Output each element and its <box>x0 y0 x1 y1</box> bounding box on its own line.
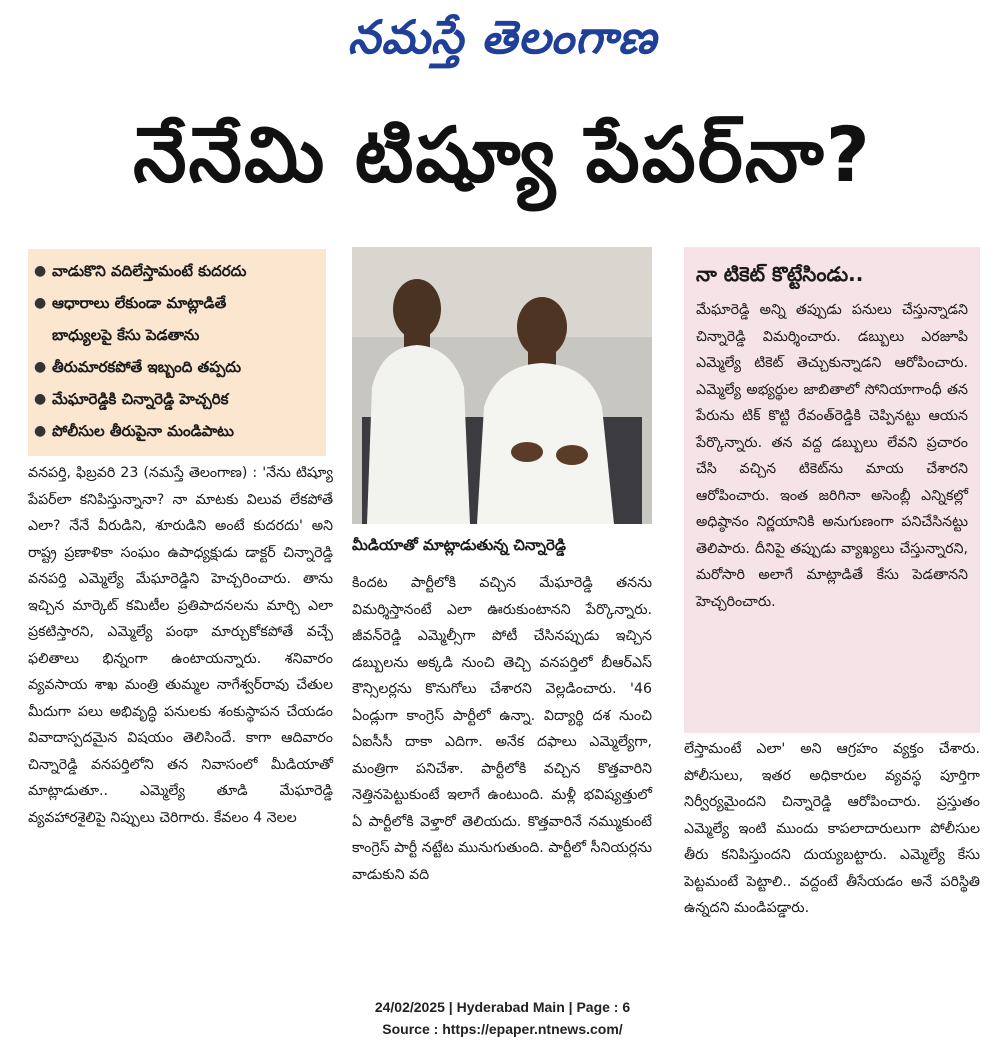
highlight-text: మేఘారెడ్డికి చిన్నారెడ్డి హెచ్చరిక <box>52 390 229 408</box>
highlight-item <box>34 255 322 287</box>
sidebar-box <box>684 247 980 733</box>
bullet-icon: ● <box>34 359 47 375</box>
article-column-2: కిందట పార్టీలోకి వచ్చిన మేఘారెడ్డి తనను విమర్శిస్తానంటే ఎలా ఊరుకుంటానని పేర్కొన్నారు. జీవన్‌రెడ్డి ఎమ్మెల్సీగా పోటీ చేసినప్పుడు ఇచ్చిన డబ్బులను అక్కడి నుంచి తెచ్చి వనపర్తిలో బీఆర్‌ఎస్ కౌన్సిలర్లను కొనుగోలు చేశారని వెల్లడించారు. '46 ఏండ్లుగా కాంగ్రెస్ పార్టీలో ఉన్నా. విద్యార్థి దశ నుంచి ఏఐసీసీ దాకా ఎదిగా. అనేక దఫాలు ఎమ్మెల్యేగా, మంత్రిగా పనిచేశా. పార్టీలోకి వచ్చిన కొత్తవారిని నెత్తినపెట్టుకుంటే ఇలాగే ఉంటుంది. మళ్లీ భవిష్యత్తులో ఏ పార్టీలోకి వెళ్తారో తెలియదు. కొత్తవారినే నమ్ముకుంటే కాంగ్రెస్ పార్టీ నట్టేట మునుగుతుంది. పార్టీలో సీనియర్లను వాడుకుని వది <box>352 575 652 883</box>
highlights-box <box>28 249 326 456</box>
highlight-text: బాధ్యులపై కేసు పెడతాను <box>52 326 200 344</box>
footer-source: Source : https://epaper.ntnews.com/ <box>382 1021 623 1037</box>
highlight-text: తీరుమారకపోతే ఇబ్బంది తప్పదు <box>52 358 242 376</box>
highlight-item-continued <box>34 319 322 351</box>
photo-caption: మీడియాతో మాట్లాడుతున్న చిన్నారెడ్డి <box>352 536 566 554</box>
footer-date-edition: 24/02/2025 | Hyderabad Main | Page : 6 <box>374 999 631 1015</box>
masthead <box>0 6 1005 68</box>
highlight-text: పోలీసుల తీరుపైనా మండిపాటు <box>52 422 234 440</box>
footer <box>0 996 1005 1040</box>
newspaper-title: నమస్తే తెలంగాణ <box>347 10 658 64</box>
bullet-icon: ● <box>34 391 47 407</box>
highlight-text: వాడుకొని వదిలేస్తామంటే కుదరదు <box>52 262 247 280</box>
article-column-3: లేస్తామంటే ఎలా' అని ఆగ్రహం వ్యక్తం చేశారు. పోలీసులు, ఇతర అధికారుల వ్యవస్థ పూర్తిగా నిర్వీర్యమైందని చిన్నారెడ్డి ఆరోపించారు. ప్రస్తుతం ఎమ్మెల్యే ఇంటి ముందు కాపలాదారులుగా పోలీసుల తీరు కనిపిస్తుందని దుయ్యబట్టారు. ఎమ్మెల్యే కేసు పెట్టమంటే పెట్టాలి.. వద్దంటే తీసేయడం అనే పరిస్థితి ఉన్నదని మండిపడ్డారు. <box>684 741 980 916</box>
highlight-item <box>34 415 322 447</box>
bullet-icon: ● <box>34 263 47 279</box>
sidebar-title: నా టికెట్ కొట్టేసిండు.. <box>696 262 864 286</box>
news-photo <box>352 247 652 524</box>
highlight-item <box>34 383 322 415</box>
photo-illustration <box>352 247 652 524</box>
highlight-text: ఆధారాలు లేకుండా మాట్లాడితే <box>52 294 227 312</box>
headline: నేనేమి టిష్యూ పేపర్‌నా? <box>133 110 872 199</box>
highlight-item <box>34 351 322 383</box>
sidebar-body: మేఘారెడ్డి అన్ని తప్పుడు పనులు చేస్తున్నాడని చిన్నారెడ్డి విమర్శించారు. డబ్బులు ఎరజూపి ఎమ్మెల్యే టికెట్ తెచ్చుకున్నాడని ఆరోపించారు. ఎమ్మెల్యే అభ్యర్థుల జాబితాలో సోనియాగాంధీ తన పేరును టిక్ కొట్టి రేవంత్‌రెడ్డికి చెప్పినట్టు ఆయన పేర్కొన్నారు. తన వద్ద డబ్బులు లేవని ప్రచారం చేసి వచ్చిన టికెట్‌ను మాయ చేశారని ఆరోపించారు. ఇంత జరిగినా అసెంబ్లీ ఎన్నికల్లో అధిష్ఠానం నిర్ణయానికి అనుగుణంగా పనిచేసినట్టు తెలిపారు. దీనిపై తప్పుడు వ్యాఖ్యలు చేస్తున్నారని, మరోసారి అలాగే మాట్లాడితే కేసు పెడతానని హెచ్చరించారు. <box>696 302 968 610</box>
bullet-icon: ● <box>34 295 47 311</box>
highlight-item <box>34 287 322 319</box>
article-column-1: వనపర్తి, ఫిబ్రవరి 23 (నమస్తే తెలంగాణ) : 'నేను టిష్యూ పేపర్‌లా కనిపిస్తున్నానా? నా మాటకు విలువ లేకపోతే ఎలా? నేనే వీరుడిని, శూరుడిని అంటే కుదరదు' అని రాష్ట్ర ప్రణాళికా సంఘం ఉపాధ్యక్షుడు డాక్టర్ చిన్నారెడ్డి వనపర్తి ఎమ్మెల్యే మేఘారెడ్డిని హెచ్చరించారు. తాను ఇచ్చిన మార్కెట్ కమిటీల ప్రతిపాదనలను మార్చి ఎలా ప్రకటిస్తారని, ఎమ్మెల్యే పంథా మార్చుకోకపోతే వచ్చే ఫలితాలు భిన్నంగా ఉంటాయన్నారు. శనివారం వ్యవసాయ శాఖ మంత్రి తుమ్మల నాగేశ్వర్‌రావు చేతుల మీదుగా పలు అభివృద్ధి పనులకు శంకుస్థాపన చేయడం వివాదాస్పదమైన విషయం తెలిసిందే. కాగా ఆదివారం చిన్నారెడ్డి వనపర్తిలోని తన నివాసంలో మీడియాతో మాట్లాడుతూ.. ఎమ్మెల్యే తూడి మేఘారెడ్డి వ్యవహారశైలిపై నిప్పులు చెరిగారు. కేవలం 4 నెలల <box>28 465 333 826</box>
bullet-icon: ● <box>34 423 47 439</box>
